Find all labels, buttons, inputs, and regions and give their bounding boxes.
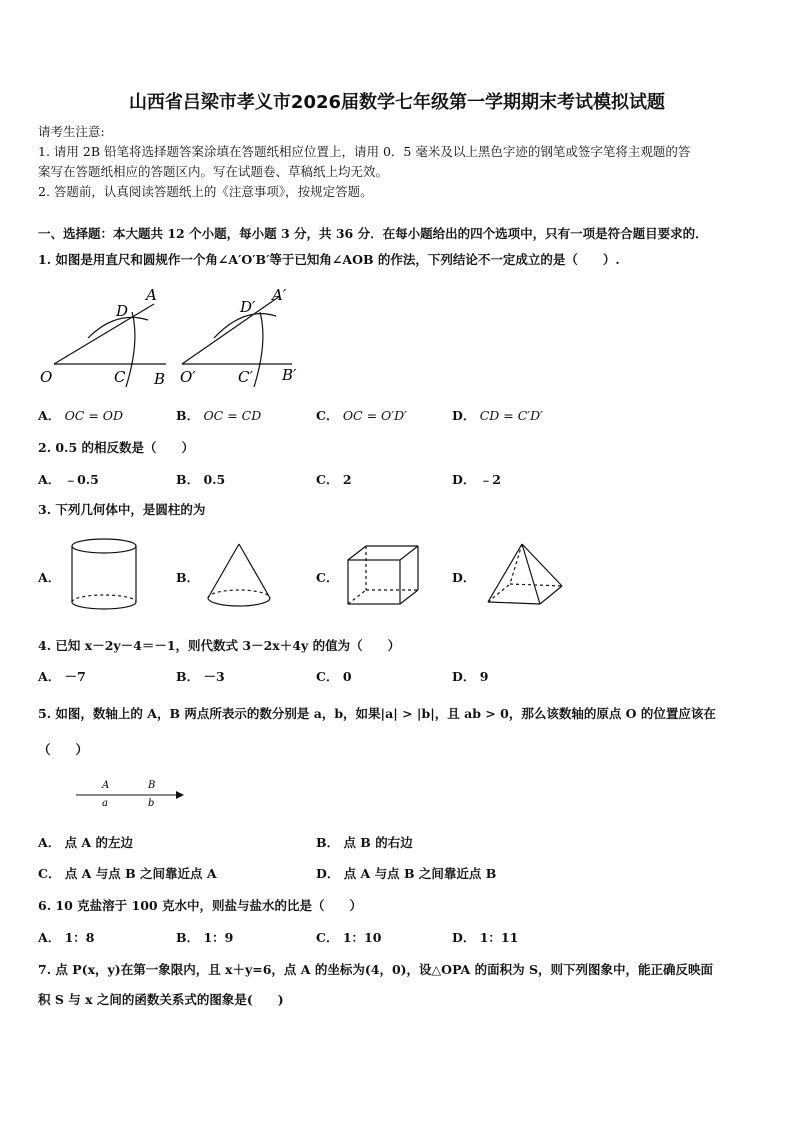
axis-value-b: b [148, 798, 155, 808]
question-5-stem-b: （ ） [38, 742, 89, 757]
question-3-stem: 3. 下列几何体中，是圆柱的为 [38, 502, 206, 517]
notice-item-1a: 1. 请用 2B 铅笔将选择题答案涂填在答题纸相应位置上，请用 0．5 毫米及以上黑色字迹的钢笔或签字笔将主观题的答 [38, 144, 691, 159]
q3-option-b-key: B． [176, 570, 200, 585]
question-6-stem: 6. 10 克盐溶于 100 克水中，则盐与盐水的比是（ ） [38, 898, 362, 913]
fig-label-C: C [114, 368, 126, 386]
q1-option-b: B． OC = CD [176, 408, 262, 423]
question-5-stem-a: 5. 如图，数轴上的 A，B 两点所表示的数分别是 a，b，如果|a| > |b|，且 ab > 0，那么该数轴的原点 O 的位置应该在 [38, 706, 716, 721]
fig-label-A-prime: A′ [272, 286, 287, 304]
fig-label-C-prime: C′ [238, 368, 253, 386]
fig-label-O: O [40, 368, 53, 386]
q4-option-d: D． 9 [452, 669, 489, 684]
q3-option-c-key: C． [316, 570, 339, 585]
cylinder-icon [66, 536, 142, 614]
q5-option-b: B． 点 B 的右边 [316, 835, 413, 850]
notice-heading: 请考生注意: [38, 124, 105, 139]
cone-icon [204, 540, 274, 612]
notice-item-1b: 案写在答题纸相应的答题区内。写在试题卷、草稿纸上均无效。 [38, 164, 389, 179]
q6-option-c: C． 1：10 [316, 930, 382, 945]
q6-option-a: A． 1：8 [38, 930, 95, 945]
page-title: 山西省吕梁市孝义市2026届数学七年级第一学期期末考试模拟试题 [128, 92, 666, 113]
question-2-stem: 2. 0.5 的相反数是（ ） [38, 440, 195, 455]
q4-option-c: C． 0 [316, 669, 352, 684]
question-1-stem: 1. 如图是用直尺和圆规作一个角∠A′O′B′等于已知角∠AOB 的作法，下列结论不一定成立的是（ ）. [38, 252, 620, 267]
fig-label-D-prime: D′ [240, 298, 256, 316]
question-4-stem: 4. 已知 x－2y－4＝－1，则代数式 3－2x＋4y 的值为（ ） [38, 638, 401, 653]
notice-item-2: 2. 答题前，认真阅读答题纸上的《注意事项》，按规定答题。 [38, 184, 373, 199]
q5-option-d: D． 点 A 与点 B 之间靠近点 B [316, 866, 497, 881]
section-heading: 一、选择题：本大题共 12 个小题，每小题 3 分，共 36 分．在每小题给出的四个选项中，只有一项是符合题目要求的． [38, 226, 708, 241]
fig-label-B: B [154, 370, 166, 388]
fig-label-D: D [116, 302, 129, 320]
question-7-stem-b: 积 S 与 x 之间的函数关系式的图象是( ) [38, 992, 284, 1007]
q2-option-c: C． 2 [316, 472, 352, 487]
fig-label-B-prime: B′ [282, 366, 297, 384]
q5-option-a: A． 点 A 的左边 [38, 835, 133, 850]
q1-option-a: A． OC = OD [38, 408, 124, 423]
q2-option-a: A． ﹣0.5 [38, 472, 99, 487]
q1-option-c: C． OC = O′D′ [316, 408, 407, 423]
q2-option-b: B． 0.5 [176, 472, 226, 487]
q5-option-c: C． 点 A 与点 B 之间靠近点 A [38, 866, 217, 881]
axis-value-a: a [102, 798, 108, 808]
q6-option-d: D． 1：11 [452, 930, 519, 945]
q3-option-a-key: A． [38, 570, 61, 585]
fig-label-A: A [146, 286, 157, 304]
q4-option-a: A． －7 [38, 669, 86, 684]
pyramid-icon [482, 540, 568, 610]
q3-option-d-key: D． [452, 570, 476, 585]
q4-option-b: B． －3 [176, 669, 225, 684]
axis-point-A: A [102, 780, 110, 791]
q6-option-b: B． 1：9 [176, 930, 234, 945]
axis-point-B: B [148, 780, 156, 791]
fig-label-O-prime: O′ [180, 368, 196, 386]
q1-option-d: D． CD = C′D′ [452, 408, 543, 423]
number-line-figure [72, 776, 192, 808]
cube-icon [344, 542, 424, 610]
angle-construction-figure [36, 282, 316, 392]
question-7-stem-a: 7. 点 P(x，y)在第一象限内，且 x＋y=6，点 A 的坐标为(4，0)，设△OPA 的面积为 S，则下列图象中，能正确反映面 [38, 962, 713, 977]
q2-option-d: D． ﹣2 [452, 472, 501, 487]
